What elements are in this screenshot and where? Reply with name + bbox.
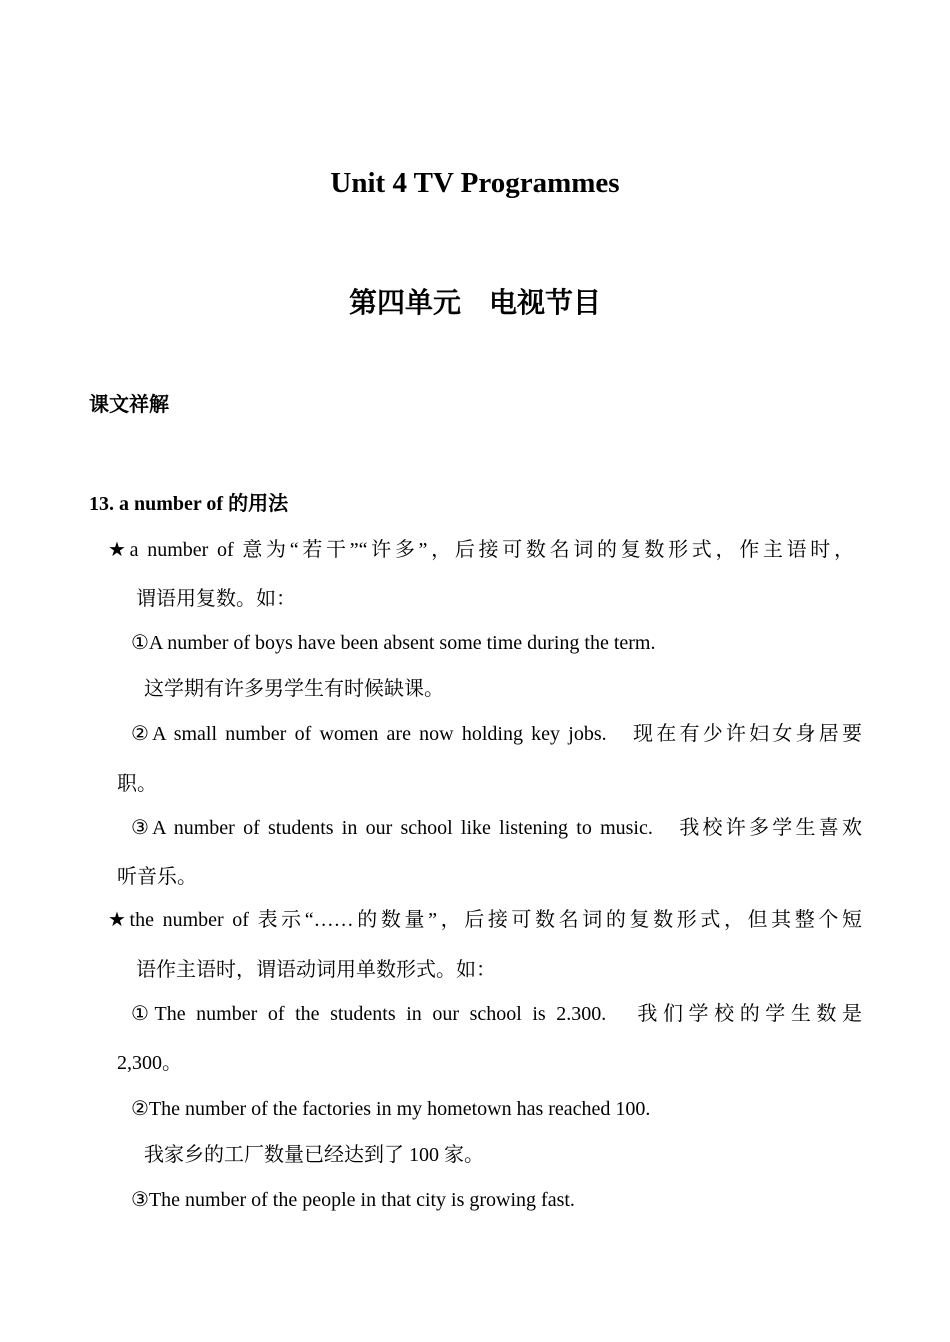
example-line-cont: 2,300。: [117, 1052, 182, 1074]
title-english: Unit 4 TV Programmes: [330, 167, 620, 199]
example-line: ③The number of the people in that city is growing fast.: [131, 1189, 575, 1211]
paragraph-line: 谓语用复数。如：: [136, 588, 296, 610]
example-line-cont: 职。: [117, 773, 157, 795]
paragraph-line: ★a number of 意为“若干”“许多”，后接可数名词的复数形式，作主语时，: [108, 539, 854, 561]
example-line: ①A number of boys have been absent some time during the term.: [131, 632, 656, 654]
paragraph-line: 语作主语时，谓语动词用单数形式。如：: [136, 959, 496, 981]
example-line: ③A number of students in our school like listening to music. 我校许多学生喜欢: [131, 817, 862, 839]
paragraph-line: ★the number of 表示“……的数量”，后接可数名词的复数形式，但其整个短: [108, 909, 862, 931]
translation-line: 这学期有许多男学生有时候缺课。: [144, 678, 444, 700]
translation-line: 我家乡的工厂数量已经达到了 100 家。: [144, 1144, 484, 1166]
example-line-cont: 听音乐。: [117, 866, 197, 888]
title-chinese: 第四单元 电视节目: [348, 286, 601, 319]
section-label: 课文祥解: [89, 392, 169, 416]
example-line: ②The number of the factories in my hometown has reached 100.: [131, 1098, 651, 1120]
topic-heading: 13. a number of 的用法: [89, 493, 289, 515]
example-line: ①The number of the students in our school is 2.300. 我们学校的学生数是: [131, 1003, 862, 1025]
example-line: ②A small number of women are now holding key jobs. 现在有少许妇女身居要: [131, 723, 862, 745]
